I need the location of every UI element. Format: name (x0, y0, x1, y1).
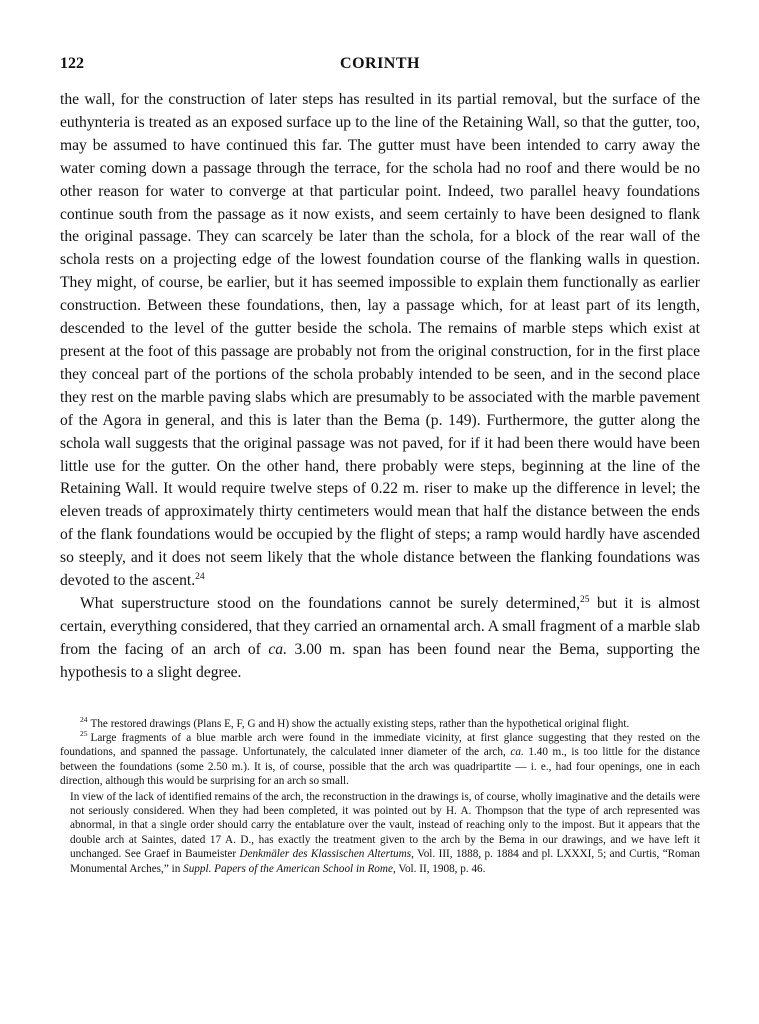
footnote-24 (60, 714, 700, 731)
footnote-24-marker: 24 (80, 714, 88, 724)
paragraph-2-text-b: but it is almost certain, everything considered, that they carried an ornamental arch. A small fragment of a marble slab from the facing of an arch of (60, 594, 701, 658)
running-title: CORINTH (340, 55, 420, 72)
paragraph-1 (60, 89, 700, 593)
footnote-25-cont-title-1: Denkmäler des Klassischen Altertums (239, 848, 412, 861)
footnote-ref-24: 24 (195, 571, 205, 582)
footnote-25-cont-text-b: , Vol. III, 1888, p. 1884 and pl. LXXXI, 5; and Curtis, “Roman Monumental Arches,” in (70, 848, 701, 875)
paragraph-2-text-a: What superstructure stood on the foundations cannot be surely determined, (80, 594, 580, 612)
footnotes (60, 714, 701, 876)
body-text (60, 89, 700, 685)
paragraph-2-text-c: 3.00 m. span has been found near the Bema, supporting the hypothesis to a slight degree. (60, 640, 700, 681)
page-number: 122 (60, 55, 84, 72)
footnote-25-ca: ca. (510, 746, 524, 759)
footnote-25-text-a: Large fragments of a blue marble arch were found in the immediate vicinity, at first glance suggesting that they rested on the foundations, and spanned the passage. Unfortunately, the calculated inner diameter of the arch, (60, 731, 700, 759)
running-head (60, 55, 700, 79)
footnote-25-cont-title-2: Suppl. Papers of the American School in Rome (183, 862, 393, 875)
book-page (60, 55, 700, 876)
footnote-ref-25: 25 (579, 594, 590, 605)
footnote-25-cont-text-c: , Vol. II, 1908, p. 46. (392, 862, 486, 875)
paragraph-2 (60, 593, 700, 685)
footnote-25 (60, 731, 700, 789)
footnote-24-text: The restored drawings (Plans E, F, G and H) show the actually existing steps, rather than the hypothetical original flight. (90, 717, 630, 730)
footnote-25-continuation (60, 790, 700, 876)
footnote-25-cont-text-a: In view of the lack of identified remains of the arch, the reconstruction in the drawings is, of course, wholly imaginative and the details were not seriously considered. When they had been completed, it was pointed out by H. A. Thompson that the type of arch represented was abnormal, in that a single order should carry the entablature over the vault, instead of reaching only to the impost. But it appears that the double arch at Saintes, dated 17 A. D., has exactly the treatment given to the arch by the Bema in our drawings, and we have left it unchanged. See Graef in Baumeister (70, 790, 700, 861)
paragraph-1-text: the wall, for the construction of later steps has resulted in its partial removal, but the surface of the euthynteria is treated as an exposed surface up to the line of the Retaining Wall, so that the gutter, too, may be assumed to have continued this far. The gutter must have been intended to carry away the water coming down a passage through the terrace, for the schola had no roof and there would be no other reason for water to converge at that particular point. Indeed, two parallel heavy foundations continue south from the passage as it now exists, and seem certainly to have been designed to flank the original passage. They can scarcely be later than the schola, for a block of the rear wall of the schola rests on a projecting edge of the lowest foundation course of the flanking walls in question. They might, of course, be earlier, but it has seemed impossible to explain them functionally as earlier construction. Between these foundations, then, lay a passage which, for at least part of its length, descended to the level of the gutter beside the schola. The remains of marble steps which exist at present at the foot of this passage are probably not from the original construction, for in the first place they conceal part of the portions of the schola probably intended to be seen, and in the second place they rest on the marble paving slabs which are presumably to be associated with the marble pavement of the Agora in general, and this is later than the Bema (p. 149). Furthermore, the gutter along the schola wall suggests that the original passage was not paved, for if it had been there would have been little use for the gutter. On the other hand, there probably were steps, beginning at the line of the Retaining Wall. It would require twelve steps of 0.22 m. riser to make up the difference in level; the eleven treads of approximately thirty centimeters would mean that half the distance between the ends of the flank foundations would be occupied by the flight of steps; a ramp would hardly have ascended so steeply, and it does not seem likely that the whole distance between the flanking foundations was devoted to the ascent. (60, 91, 700, 590)
paragraph-2-ca: ca. (268, 640, 288, 658)
footnote-25-marker: 25 (80, 729, 88, 739)
footnote-25-text-b: 1.40 m., is too little for the distance between the foundations (some 2.50 m.). It is, of course, possible that the arch was quadripartite — i. e., had four openings, one in each direction, although this would be surprising for an arch so small. (60, 746, 700, 788)
